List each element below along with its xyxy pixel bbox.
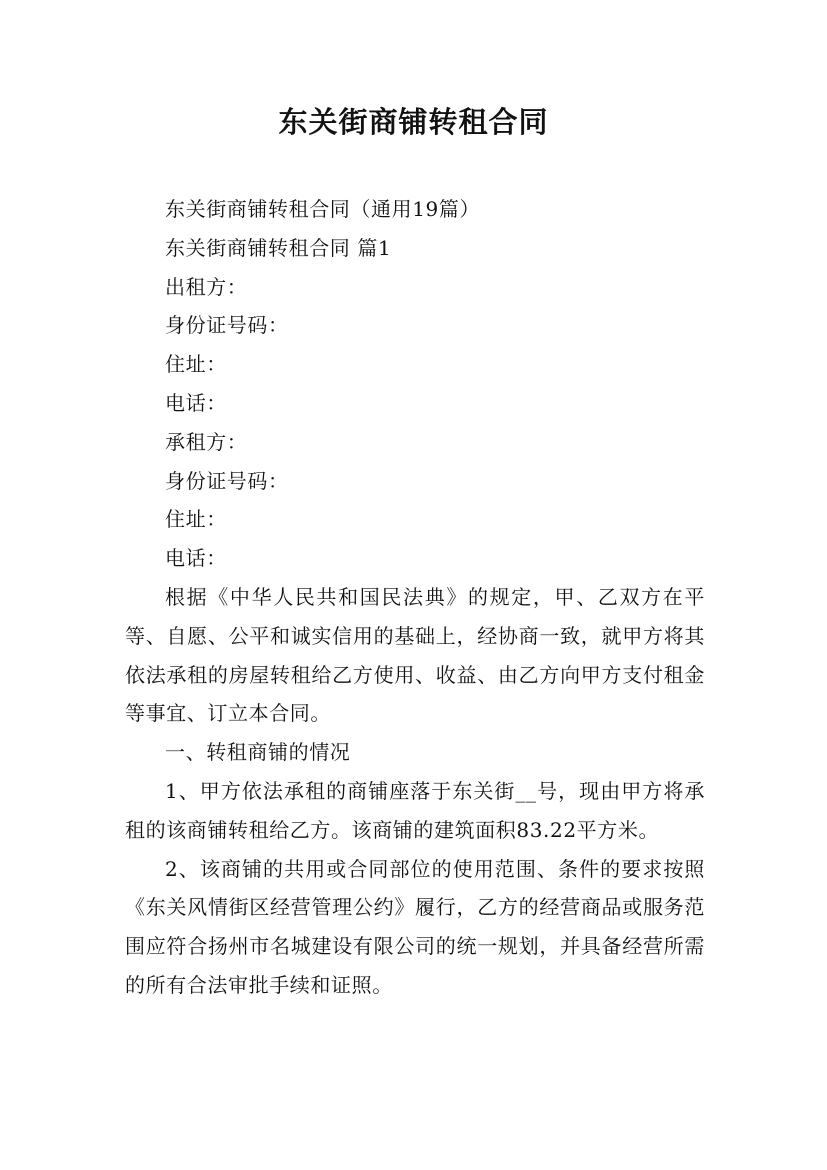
paragraph-lessor-id: 身份证号码： [165,313,289,338]
paragraph-lessor-address: 住址： [165,352,227,377]
paragraph-clause-1: 1、甲方依法承租的商铺座落于东关街__号，现由甲方将承租的该商铺转租给乙方。该商铺的建筑面积83.22平方米。 [125,778,705,842]
paragraph-lessee-phone: 电话： [165,546,227,571]
paragraph-lessee-address: 住址： [165,507,227,532]
paragraph-contract-heading: 东关街商铺转租合同（通用19篇） [165,197,481,221]
paragraph-section-one-heading: 一、转租商铺的情况 [165,740,351,765]
paragraph-section-label: 东关街商铺转租合同 篇1 [165,235,392,260]
paragraph-preamble: 根据《中华人民共和国民法典》的规定，甲、乙双方在平等、自愿、公平和诚实信用的基础上，经协商一致，就甲方将其依法承租的房屋转租给乙方使用、收益、由乙方向甲方支付租金等事宜、订立本合同。 [125,584,705,726]
paragraph-lessor-phone: 电话： [165,390,227,415]
document-body [125,190,705,1005]
paragraph-clause-2: 2、该商铺的共用或合同部位的使用范围、条件的要求按照《东关风情街区经营管理公约》履行，乙方的经营商品或服务范围应符合扬州市名城建设有限公司的统一规划，并具备经营所需的所有合法审批手续和证照。 [125,856,705,997]
paragraph-lessee-id: 身份证号码： [165,468,289,493]
paragraph-lessee: 承租方： [165,429,248,454]
paragraph-lessor: 出租方： [165,274,248,299]
document-title: 东关街商铺转租合同 [278,105,549,139]
